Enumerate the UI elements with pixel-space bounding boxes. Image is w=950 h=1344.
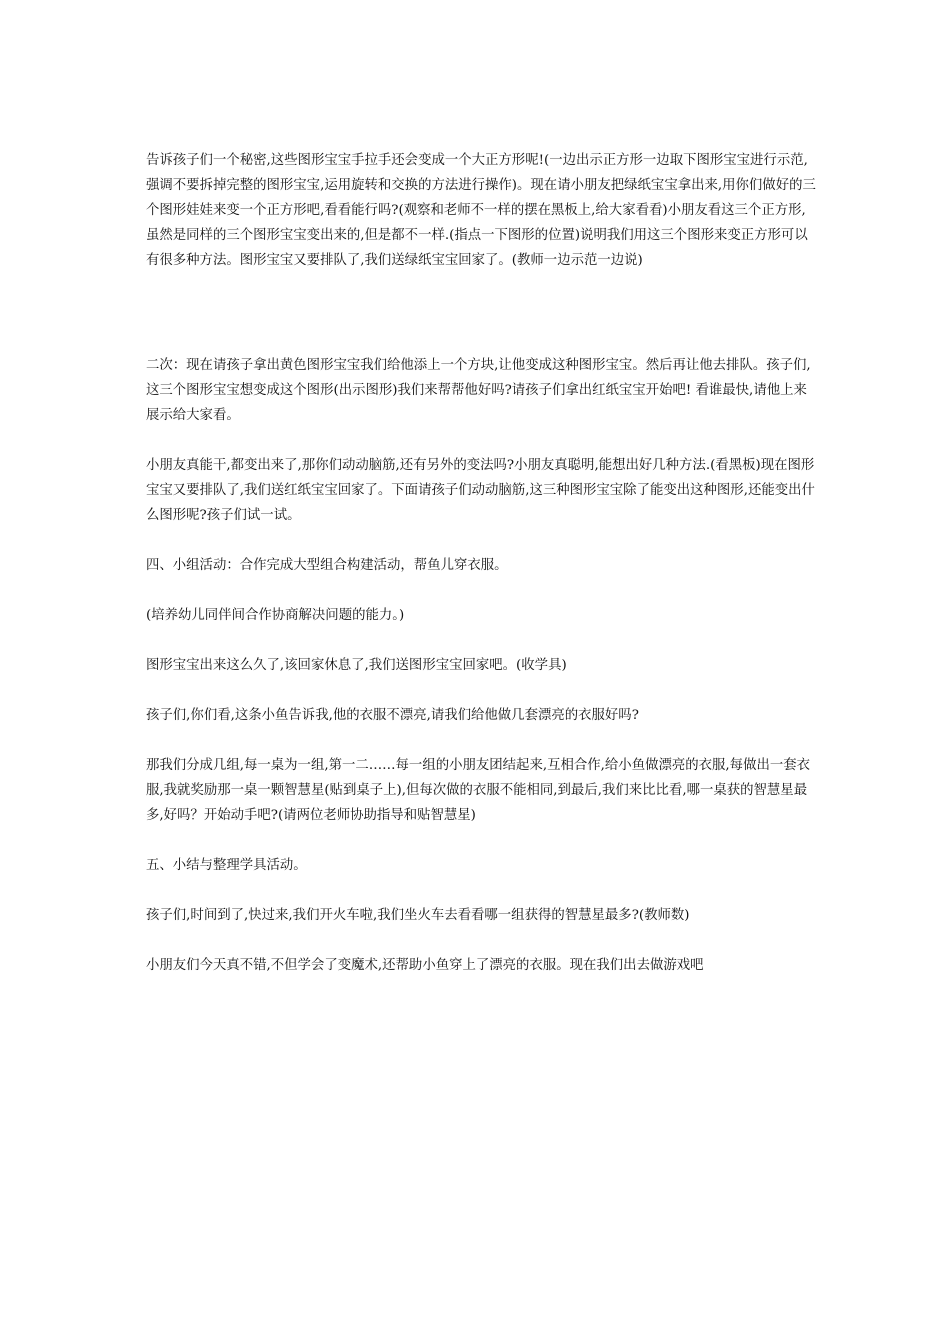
spacer — [146, 828, 816, 853]
paragraph-go-home: 图形宝宝出来这么久了,该回家休息了,我们送图形宝宝回家吧。(收学具) — [146, 658, 567, 673]
paragraph-second-round: 二次：现在请孩子拿出黄色图形宝宝我们给他添上一个方块,让他变成这种图形宝宝。然后再让他去排队。孩子们,这三个图形宝宝想变成这个图形(出示图形)我们来帮帮他好吗?请孩子们拿出红纸宝宝开始吧! 看谁最快,请他上来展示给大家看。 — [146, 358, 811, 423]
paragraph-fish: 孩子们,你们看,这条小鱼告诉我,他的衣服不漂亮,请我们给他做几套漂亮的衣服好吗? — [146, 708, 639, 723]
section-heading-group-activity: 四、小组活动：合作完成大型组合构建活动，帮鱼儿穿衣服。 — [146, 558, 508, 573]
spacer — [146, 928, 816, 953]
spacer — [146, 628, 816, 653]
spacer — [146, 428, 816, 453]
paragraph-train: 孩子们,时间到了,快过来,我们开火车啦,我们坐火车去看看哪一组获得的智慧星最多?(教师数) — [146, 908, 690, 923]
spacer — [146, 578, 816, 603]
section-heading-summary: 五、小结与整理学具活动。 — [146, 858, 307, 873]
paragraph-groups: 那我们分成几组,每一桌为一组,第一二……每一组的小朋友团结起来,互相合作,给小鱼做漂亮的衣服,每做出一套衣服,我就奖励那一桌一颗智慧星(贴到桌子上),但每次做的衣服不能相同,到最后,我们来比比看,哪一桌获的智慧星最多,好吗？开始动手吧?(请两位老师协助指导和贴智慧星) — [146, 758, 811, 823]
paragraph-closing: 小朋友们今天真不错,不但学会了变魔术,还帮助小鱼穿上了漂亮的衣服。现在我们出去做游戏吧 — [146, 958, 704, 973]
spacer — [146, 728, 816, 753]
spacer — [146, 878, 816, 903]
spacer — [146, 528, 816, 553]
document-body — [146, 148, 816, 978]
paragraph-praise: 小朋友真能干,都变出来了,那你们动动脑筋,还有另外的变法吗?小朋友真聪明,能想出好几种方法.(看黑板)现在图形宝宝又要排队了,我们送红纸宝宝回家了。下面请孩子们动动脑筋,这三种图形宝宝除了能变出这种图形,还能变出什么图形呢?孩子们试一试。 — [146, 458, 815, 523]
paragraph-secret: 告诉孩子们一个秘密,这些图形宝宝手拉手还会变成一个大正方形呢!(一边出示正方形一边取下图形宝宝进行示范,强调不要拆掉完整的图形宝宝,运用旋转和交换的方法进行操作)。现在请小朋友把绿纸宝宝拿出来,用你们做好的三个图形娃娃来变一个正方形吧,看看能行吗?(观察和老师不一样的摆在黑板上,给大家看看)小朋友看这三个正方形,虽然是同样的三个图形宝宝变出来的,但是都不一样.(指点一下图形的位置)说明我们用这三个图形来变正方形可以有很多种方法。图形宝宝又要排队了,我们送绿纸宝宝回家了。(教师一边示范一边说) — [146, 153, 816, 268]
spacer — [146, 273, 816, 353]
spacer — [146, 678, 816, 703]
paragraph-goal: (培养幼儿同伴间合作协商解决问题的能力。) — [146, 608, 405, 623]
